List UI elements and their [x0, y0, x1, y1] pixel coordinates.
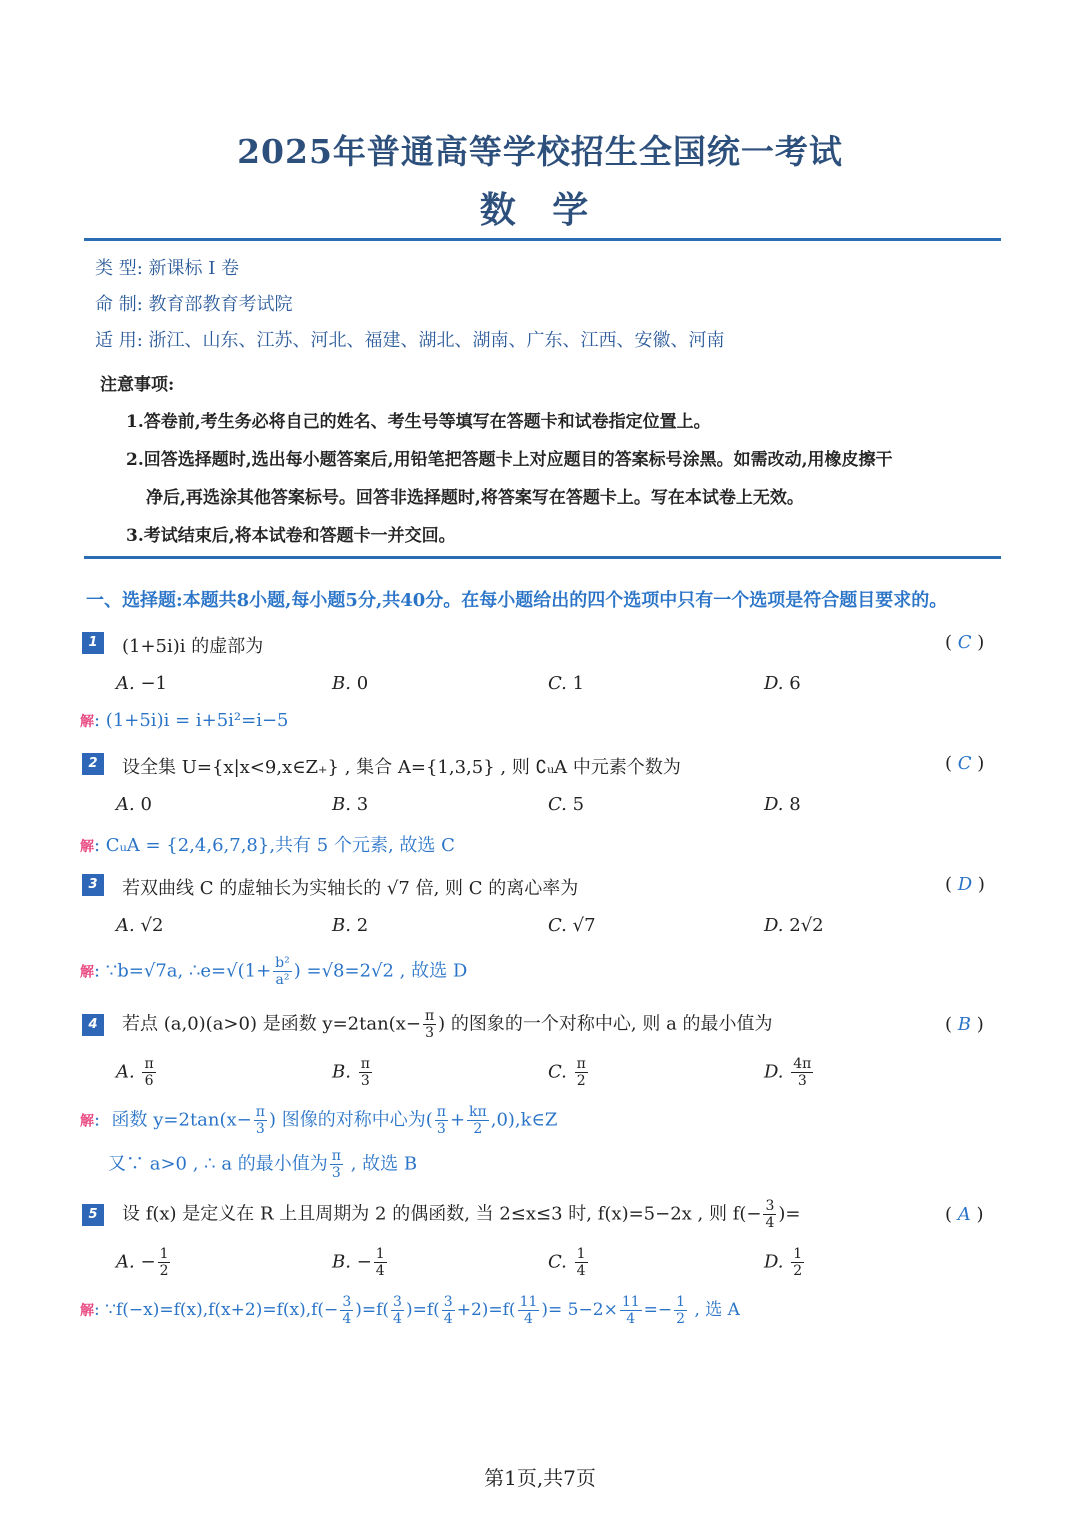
q3-option-b: B. 2 — [332, 915, 369, 936]
q1-option-c: C. 1 — [548, 673, 585, 694]
subject-title: 数 学 — [479, 189, 601, 231]
q4-option-d: D. $\frac{4\pi}{3}$ — [764, 1056, 812, 1089]
q5-option-a: A. − $\frac{1}{2}$ — [116, 1246, 169, 1279]
q1-option-d: D. 6 — [764, 673, 801, 694]
page-footer: 第1页,共7页 — [484, 1466, 596, 1490]
q2-solution: 解: CᵤA = {2,4,6,7,8},共有 5 个元素, 故选 C — [80, 835, 455, 856]
q3-solution: 解: ∵b=√7a, ∴e=√(1+ $\frac{\text{b²}}{\text{a²}}$ ) =√8=2√2 , 故选 D — [80, 955, 468, 988]
info-type: 类 型: 新课标 I 卷 — [95, 258, 240, 279]
q3-option-d: D. 2√2 — [764, 915, 824, 936]
notes-header: 注意事项: — [100, 375, 175, 395]
info-regions: 适 用: 浙江、山东、江苏、河北、福建、湖北、湖南、广东、江西、安徽、河南 — [95, 330, 725, 351]
q5-option-c: C. $\frac{1}{4}$ — [548, 1246, 586, 1279]
q3-option-a: A. √2 — [116, 915, 164, 936]
question-number-5: 5 — [82, 1204, 104, 1226]
q1-solution: 解: (1+5i)i = i+5i²=i−5 — [80, 710, 289, 731]
question-number-3: 3 — [82, 874, 104, 896]
q4-option-a: A. $\frac{\pi}{6}$ — [116, 1056, 154, 1089]
question-5-answer: ( A ) — [945, 1204, 984, 1225]
note-2-cont: 净后,再选涂其他答案标号。回答非选择题时,将答案写在答题卡上。写在本试卷上无效。 — [146, 488, 804, 508]
exam-title: 2025年普通高等学校招生全国统一考试 — [237, 132, 843, 171]
q1-option-a: A. −1 — [116, 673, 168, 694]
notes-divider — [84, 556, 1001, 559]
question-4-answer: ( B ) — [945, 1014, 984, 1035]
q5-option-b: B. − $\frac{1}{4}$ — [332, 1246, 385, 1279]
question-1-stem: (1+5i)i 的虚部为 — [122, 636, 264, 657]
info-maker: 命 制: 教育部教育考试院 — [95, 294, 293, 315]
question-3-stem: 若双曲线 C 的虚轴长为实轴长的 √7 倍, 则 C 的离心率为 — [122, 878, 579, 899]
question-2-answer: ( C ) — [945, 753, 985, 774]
question-number-1: 1 — [82, 632, 104, 654]
question-1-answer: ( C ) — [945, 632, 985, 653]
q2-option-b: B. 3 — [332, 794, 369, 815]
note-1: 1.答卷前,考生务必将自己的姓名、考生号等填写在答题卡和试卷指定位置上。 — [126, 412, 711, 432]
q2-option-d: D. 8 — [764, 794, 801, 815]
question-number-4: 4 — [82, 1014, 104, 1036]
question-5-stem: 设 f(x) 是定义在 R 上且周期为 2 的偶函数, 当 2≤x≤3 时, f(x)=5−2x , 则 f(− $\frac{3}{4}$ )= — [122, 1198, 801, 1231]
q5-solution: 解: ∵f(−x)=f(x),f(x+2)=f(x),f(− $\frac{3}{4}$ )=f( $\frac{3}{4}$ )=f( $\frac{3}{4}$ +2)=f( $\frac{11}{4}$ )= 5−2× $\frac{11}{4}$ =− $\frac{1}{2}$ , 选 A — [80, 1294, 740, 1327]
question-2-stem: 设全集 U={x|x<9,x∈Z₊} , 集合 A={1,3,5} , 则 ∁ᵤA 中元素个数为 — [122, 757, 681, 778]
section-heading: 一、选择题:本题共8小题,每小题5分,共40分。在每小题给出的四个选项中只有一个选项是符合题目要求的。 — [86, 590, 948, 611]
q2-option-c: C. 5 — [548, 794, 585, 815]
q5-option-d: D. $\frac{1}{2}$ — [764, 1246, 803, 1279]
q4-solution-line-2: 又∵ a>0 , ∴ a 的最小值为 $\frac{\pi}{3}$ , 故选 B — [108, 1148, 418, 1181]
q4-option-c: C. $\frac{\pi}{2}$ — [548, 1056, 586, 1089]
q3-option-c: C. √7 — [548, 915, 596, 936]
question-3-answer: ( D ) — [945, 874, 985, 895]
note-2: 2.回答选择题时,选出每小题答案后,用铅笔把答题卡上对应题目的答案标号涂黑。如需改动,用橡皮擦干 — [126, 450, 893, 470]
q4-option-b: B. $\frac{\pi}{3}$ — [332, 1056, 370, 1089]
q2-option-a: A. 0 — [116, 794, 152, 815]
question-number-2: 2 — [82, 753, 104, 775]
top-divider — [84, 238, 1001, 241]
q4-solution-line-1: 解: 函数 y=2tan(x− $\frac{\pi}{3}$ ) 图像的对称中心为( $\frac{\pi}{3}$ + $\frac{k\pi}{2}$ ,0),k∈Z — [80, 1104, 558, 1137]
note-3: 3.考试结束后,将本试卷和答题卡一并交回。 — [126, 526, 456, 546]
question-4-stem: 若点 (a,0)(a>0) 是函数 y=2tan(x− $\frac{\pi}{3}$ ) 的图象的一个对称中心, 则 a 的最小值为 — [122, 1008, 773, 1041]
q1-option-b: B. 0 — [332, 673, 369, 694]
